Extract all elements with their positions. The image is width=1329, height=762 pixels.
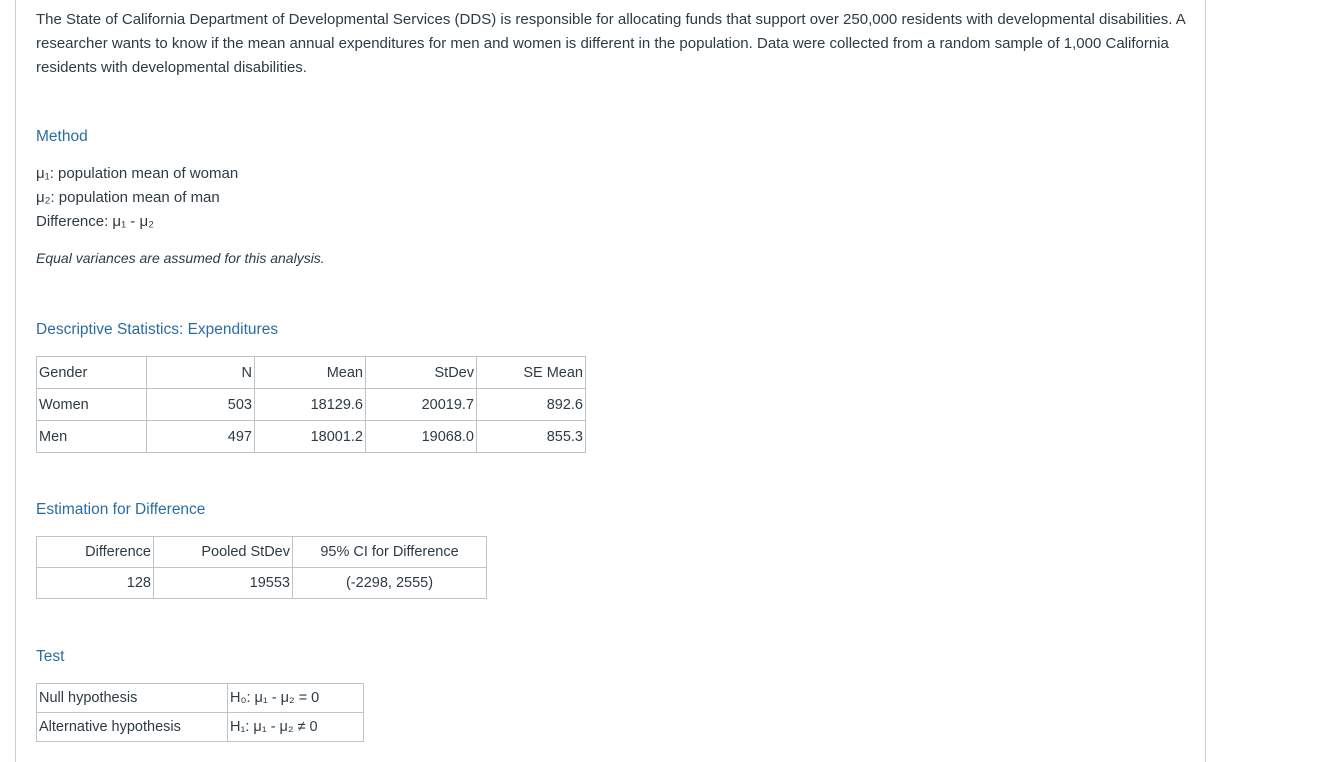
- table-row: [37, 684, 364, 713]
- cell-stdev: 19068.0: [366, 421, 477, 453]
- table-row: [37, 421, 586, 453]
- problem-intro: The State of California Department of Developmental Services (DDS) is responsible for allocating funds that support over 250,000 residents with developmental disabilities. A researcher wants to know if the mean annual expenditures for men and women is different in the population. Data were collected from a random sample of 1,000 California residents with developmental disabilities.: [36, 11, 1185, 76]
- col-difference: Difference: [37, 537, 154, 568]
- table-row: [37, 389, 586, 421]
- test-heading: Test: [36, 648, 65, 665]
- cell-hypothesis-value: H₀: μ₁ - μ₂ = 0: [228, 684, 364, 713]
- cell-mean: 18129.6: [255, 389, 366, 421]
- col-n: N: [147, 357, 255, 389]
- cell-mean: 18001.2: [255, 421, 366, 453]
- cell-hypothesis-label: Alternative hypothesis: [37, 713, 228, 742]
- estimation-heading: Estimation for Difference: [36, 501, 206, 518]
- method-heading: Method: [36, 128, 88, 145]
- cell-pooled-stdev: 19553: [154, 568, 293, 599]
- mu2-definition: μ₂: population mean of man: [36, 189, 220, 206]
- cell-hypothesis-value: H₁: μ₁ - μ₂ ≠ 0: [228, 713, 364, 742]
- difference-definition: Difference: μ₁ - μ₂: [36, 213, 154, 230]
- descriptive-stats-table: [36, 356, 586, 453]
- equal-variance-note: Equal variances are assumed for this analysis.: [36, 250, 325, 266]
- cell-gender: Men: [37, 421, 147, 453]
- table-row: [37, 568, 487, 599]
- table-row: [37, 713, 364, 742]
- table-header-row: [37, 357, 586, 389]
- cell-stdev: 20019.7: [366, 389, 477, 421]
- cell-ci: (-2298, 2555): [293, 568, 487, 599]
- cell-hypothesis-label: Null hypothesis: [37, 684, 228, 713]
- col-mean: Mean: [255, 357, 366, 389]
- hypothesis-table: [36, 683, 364, 742]
- mu1-definition: μ₁: population mean of woman: [36, 165, 239, 182]
- cell-gender: Women: [37, 389, 147, 421]
- cell-se-mean: 892.6: [477, 389, 586, 421]
- col-gender: Gender: [37, 357, 147, 389]
- cell-se-mean: 855.3: [477, 421, 586, 453]
- col-se-mean: SE Mean: [477, 357, 586, 389]
- col-ci: 95% CI for Difference: [293, 537, 487, 568]
- cell-n: 503: [147, 389, 255, 421]
- estimation-table: [36, 536, 487, 599]
- descriptive-heading: Descriptive Statistics: Expenditures: [36, 321, 279, 338]
- cell-n: 497: [147, 421, 255, 453]
- table-header-row: [37, 537, 487, 568]
- col-stdev: StDev: [366, 357, 477, 389]
- col-pooled-stdev: Pooled StDev: [154, 537, 293, 568]
- cell-difference: 128: [37, 568, 154, 599]
